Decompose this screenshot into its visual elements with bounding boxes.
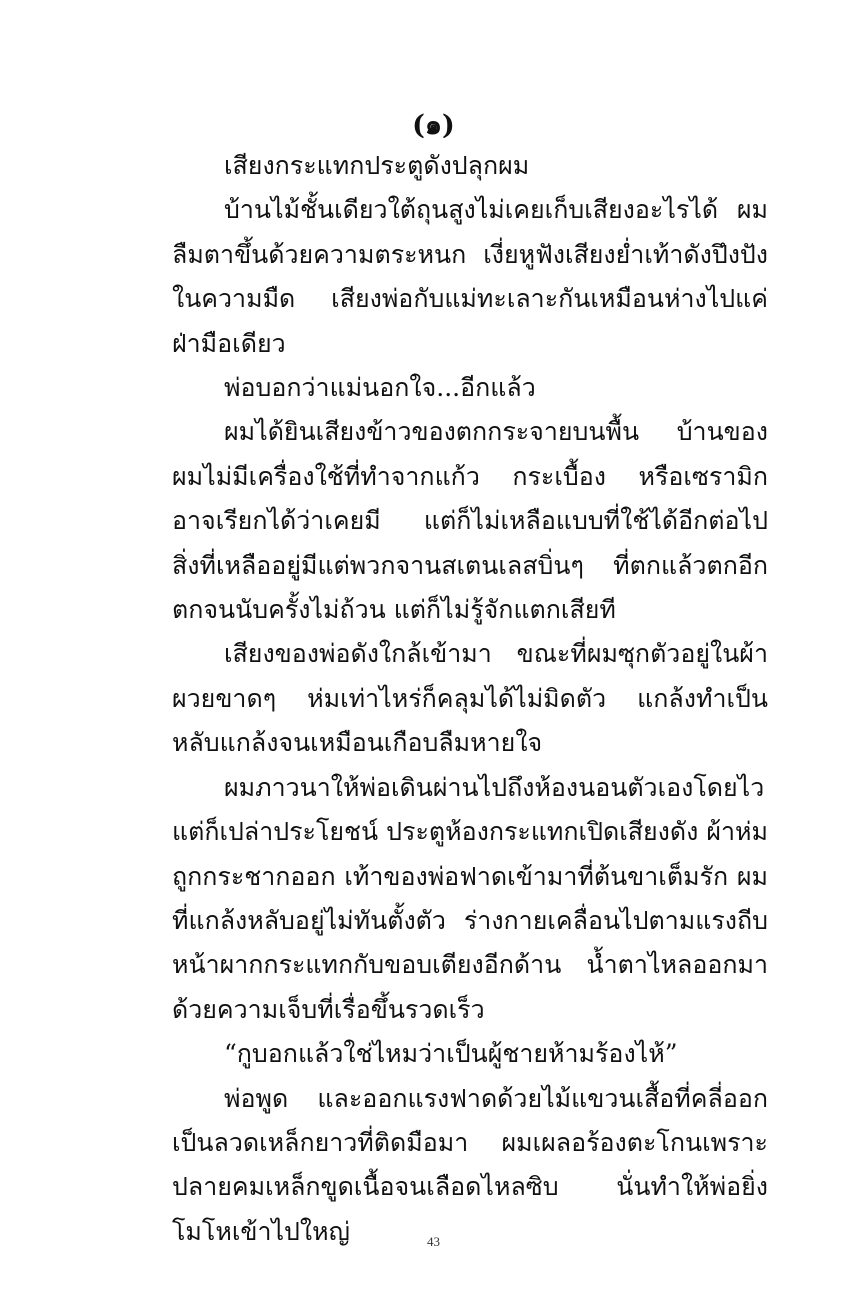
paragraph-6: ผมภาวนาให้พ่อเดินผ่านไปถึงห้องนอนตัวเองโดยไว แต่ก็เปล่าประโยชน์ ประตูห้องกระแทกเปิดเสียงดัง ผ้าห่มถูกกระชากออก เท้าของพ่อฟาดเข้ามาที่ต้นขาเต็มรัก ผมที่แกล้งหลับอยู่ไม่ทันตั้งตัว ร่างกายเคลื่อนไปตามแรงถีบ หน้าผากกระแทกกับขอบเตียงอีกด้าน น้ำตาไหลออกมาด้วยความเจ็บที่เรื่อขึ้นรวดเร็ว: [172, 772, 768, 1024]
chapter-heading: (๑): [412, 110, 455, 141]
paragraph-8: พ่อพูด และออกแรงฟาดด้วยไม้แขวนเสื้อที่คลี่ออกเป็นลวดเหล็กยาวที่ติดมือมา ผมเผลอร้องตะโกนเพราะปลายคมเหล็กขูดเนื้อจนเลือดไหลซิบ นั่นทำให้พ่อยิ่งโมโหเข้าไปใหญ่: [172, 1083, 768, 1246]
paragraph-5: เสียงของพ่อดังใกล้เข้ามา ขณะที่ผมซุกตัวอยู่ในผ้าผวยขาดๆ ห่มเท่าไหร่ก็คลุมได้ไม่มิดตัว แกล้งทำเป็นหลับแกล้งจนเหมือนเกือบลืมหายใจ: [172, 639, 768, 758]
paragraph-7: “กูบอกแล้วใช่ไหมว่าเป็นผู้ชายห้ามร้องไห้”: [224, 1039, 678, 1069]
paragraph-4: ผมได้ยินเสียงข้าวของตกกระจายบนพื้น บ้านของผมไม่มีเครื่องใช้ที่ทำจากแก้ว กระเบื้อง หรือเซรามิก อาจเรียกได้ว่าเคยมี แต่ก็ไม่เหลือแบบที่ใช้ได้อีกต่อไป สิ่งที่เหลืออยู่มีแต่พวกจานสเตนเลสบิ่นๆ ที่ตกแล้วตกอีก ตกจนนับครั้งไม่ถ้วน แต่ก็ไม่รู้จักแตกเสียที: [172, 417, 768, 625]
page-number: 43: [427, 1234, 440, 1249]
paragraph-3: พ่อบอกว่าแม่นอกใจ...อีกแล้ว: [224, 373, 536, 403]
paragraph-1: เสียงกระแทกประตูดังปลุกผม: [224, 151, 530, 180]
body-text: [172, 144, 768, 1254]
paragraph-2: บ้านไม้ชั้นเดียวใต้ถุนสูงไม่เคยเก็บเสียงอะไรได้ ผมลืมตาขึ้นด้วยความตระหนก เงี่ยหูฟังเสียงย่ำเท้าดังปึงปังในความมืด เสียงพ่อกับแม่ทะเลาะกันเหมือนห่างไปแค่ฝ่ามือเดียว: [172, 195, 768, 358]
